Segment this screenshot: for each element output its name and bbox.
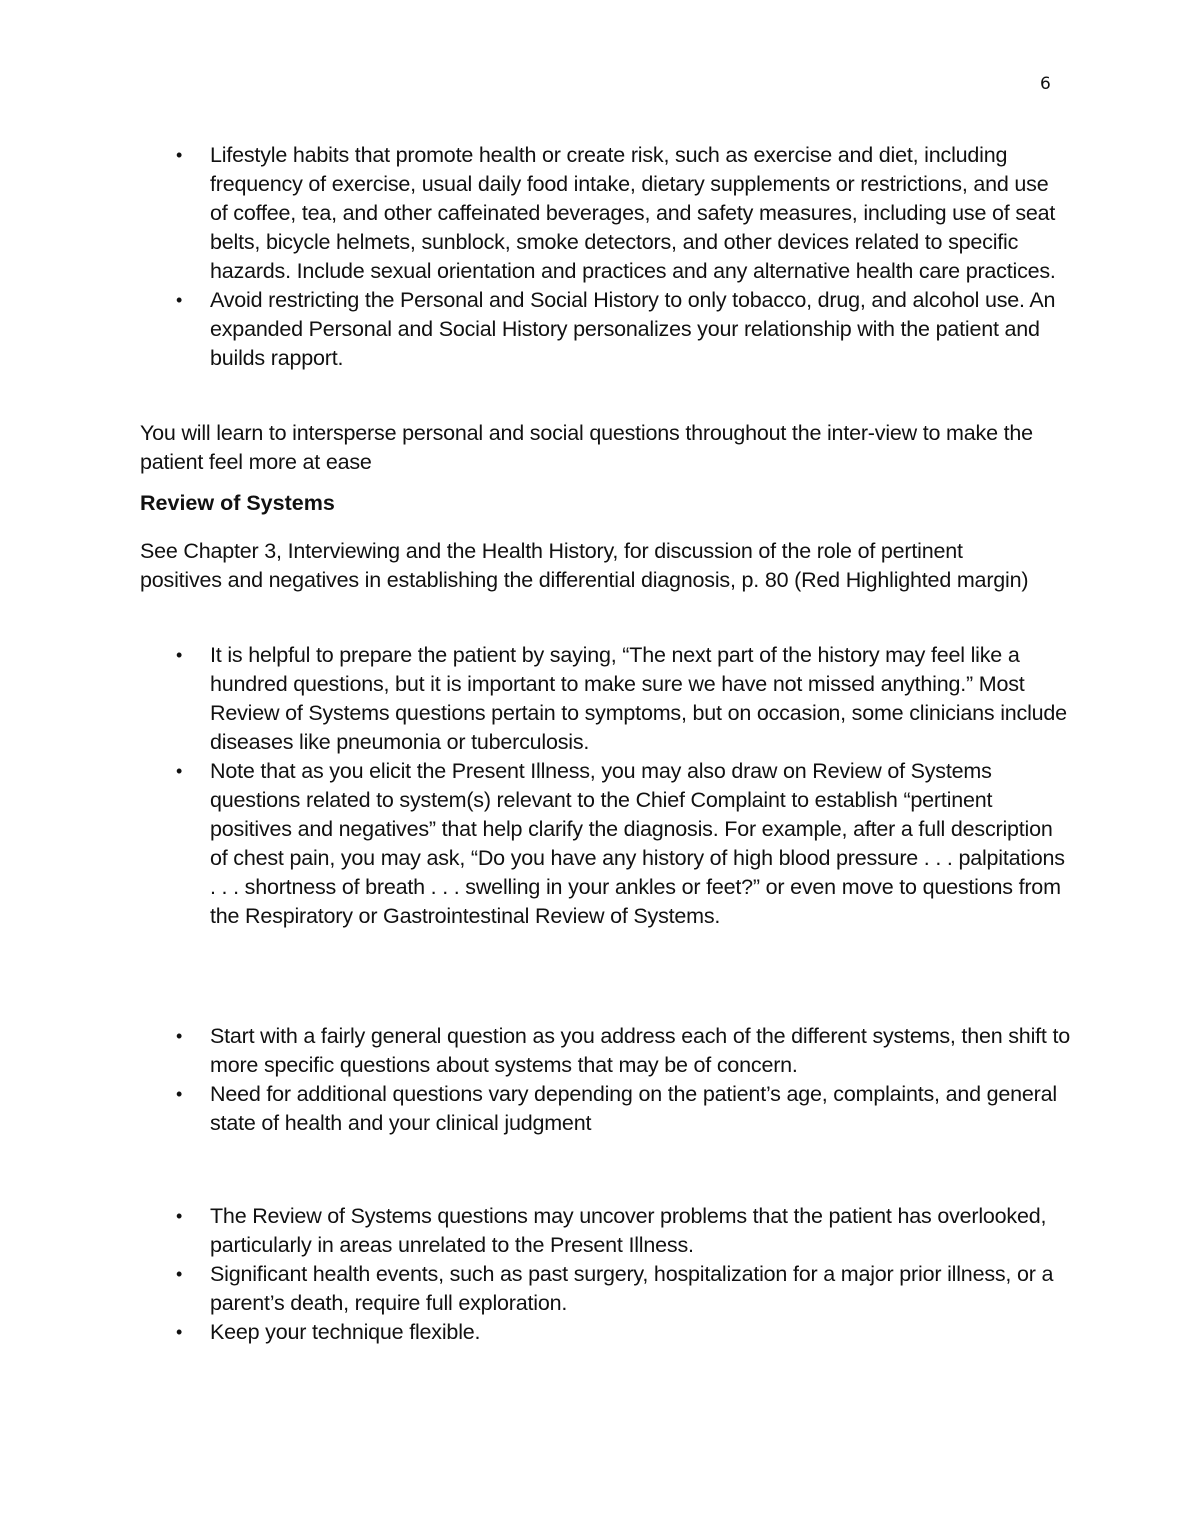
section-intro-paragraph: See Chapter 3, Interviewing and the Health History, for discussion of the role of pertinent positives and negatives in establishing the differential diagnosis, p. 80 (Red Highlighted margin) (140, 539, 1029, 592)
bullet-icon: • (176, 290, 183, 310)
list-item-text: The Review of Systems questions may uncover problems that the patient has overlooked, particularly in areas unrelated to the Present Illness. (210, 1204, 1047, 1257)
bullet-icon: • (176, 1026, 183, 1046)
ros-bullet-list-2 (140, 1022, 1070, 1138)
bullet-icon: • (176, 761, 183, 781)
list-item (140, 141, 1060, 286)
intersperse-paragraph: You will learn to intersperse personal and social questions throughout the inter-view to make the patient feel more at ease (140, 421, 1033, 474)
list-item-text: It is helpful to prepare the patient by saying, “The next part of the history may feel like a hundred questions, but it is important to make sure we have not missed anything.” Most Review of Systems questions pertain to symptoms, but on occasion, some clinicians include diseases like pneumonia or tuberculosis. (210, 643, 1067, 754)
list-item (140, 1318, 1060, 1347)
bullet-icon: • (176, 1084, 183, 1104)
ros-bullet-list-3 (140, 1202, 1060, 1347)
bullet-icon: • (176, 1264, 183, 1284)
list-item-text: Start with a fairly general question as you address each of the different systems, then shift to more specific questions about systems that may be of concern. (210, 1024, 1070, 1077)
bullet-icon: • (176, 145, 183, 165)
list-item (140, 641, 1070, 757)
list-item (140, 757, 1070, 931)
bullet-icon: • (176, 645, 183, 665)
list-item-text: Keep your technique flexible. (210, 1320, 481, 1344)
list-item-text: Avoid restricting the Personal and Social History to only tobacco, drug, and alcohol use. An expanded Personal and Social History personalizes your relationship with the patient and builds rapport. (210, 288, 1056, 370)
section-heading: Review of Systems (140, 491, 335, 515)
list-item-text: Significant health events, such as past surgery, hospitalization for a major prior illness, or a parent’s death, require full exploration. (210, 1262, 1054, 1315)
list-item (140, 1080, 1070, 1138)
bullet-icon: • (176, 1322, 183, 1342)
ros-bullet-list-1 (140, 641, 1070, 931)
list-item (140, 1022, 1070, 1080)
list-item (140, 286, 1060, 373)
list-item-text: Note that as you elicit the Present Illness, you may also draw on Review of Systems questions related to system(s) relevant to the Chief Complaint to establish “pertinent positives and negatives” that help clarify the diagnosis. For example, after a full description of chest pain, you may ask, “Do you have any history of high blood pressure . . . palpitations . . . shortness of breath . . . swelling in your ankles or feet?” or even move to questions from the Respiratory or Gastrointestinal Review of Systems. (210, 759, 1065, 928)
list-item-text: Need for additional questions vary depending on the patient’s age, complaints, and general state of health and your clinical judgment (210, 1082, 1057, 1135)
bullet-icon: • (176, 1206, 183, 1226)
list-item (140, 1260, 1060, 1318)
lifestyle-bullet-list (140, 141, 1060, 373)
page-number: 6 (1040, 74, 1051, 94)
list-item (140, 1202, 1060, 1260)
list-item-text: Lifestyle habits that promote health or create risk, such as exercise and diet, including frequency of exercise, usual daily food intake, dietary supplements or restrictions, and use of coffee, tea, and other caffeinated beverages, and safety measures, including use of seat belts, bicycle helmets, sunblock, smoke detectors, and other devices related to specific hazards. Include sexual orientation and practices and any alternative health care practices. (210, 143, 1056, 283)
